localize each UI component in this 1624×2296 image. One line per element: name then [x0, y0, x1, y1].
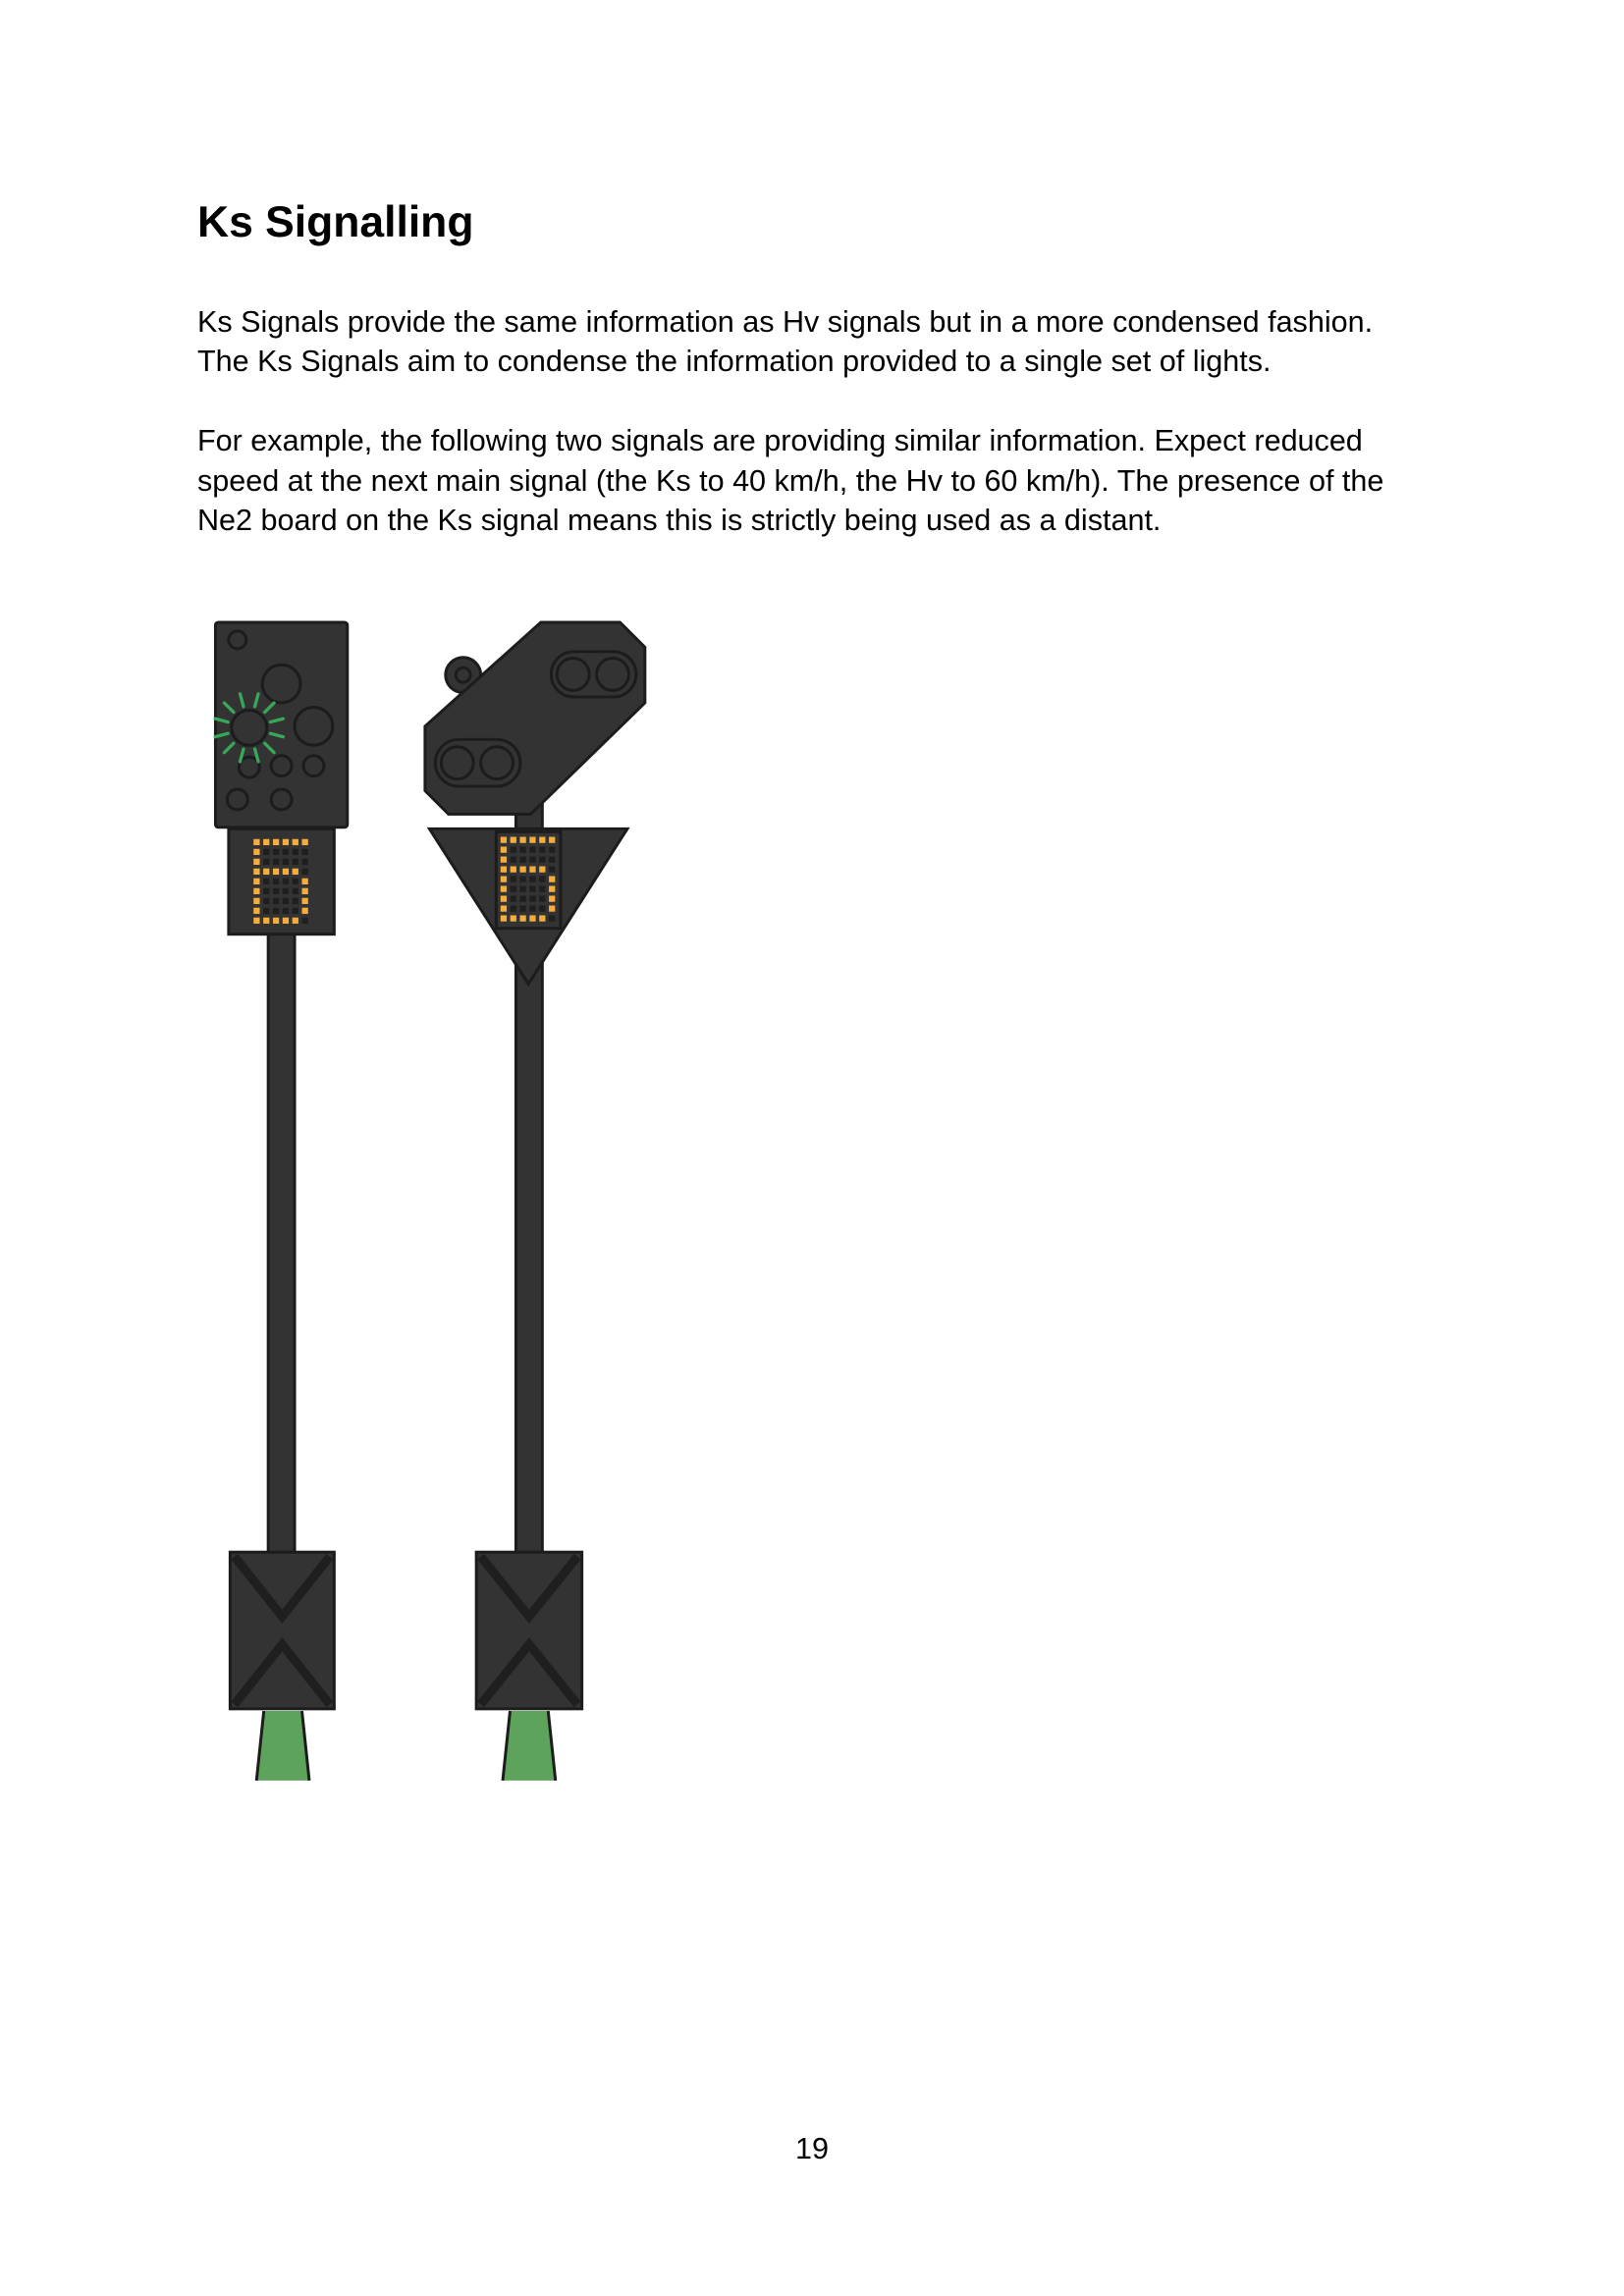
light-ray: [224, 703, 234, 712]
matrix-dot-unlit: [529, 895, 535, 901]
page-number: 19: [795, 2132, 829, 2165]
matrix-dot-unlit: [529, 847, 535, 853]
matrix-dot-lit: [253, 839, 259, 845]
matrix-dot-unlit: [511, 876, 516, 881]
matrix-dot-lit: [253, 908, 259, 914]
mast-base-edge: [302, 1711, 309, 1781]
matrix-dot-lit: [501, 895, 507, 901]
ks-signal: [215, 622, 348, 1781]
matrix-dot-unlit: [549, 857, 555, 863]
matrix-dot-unlit: [511, 847, 516, 853]
matrix-dot-unlit: [263, 859, 269, 865]
mast-base-edge: [256, 1711, 263, 1781]
light-ray: [265, 743, 275, 752]
matrix-dot-unlit: [263, 879, 269, 884]
matrix-dot-unlit: [529, 905, 535, 911]
matrix-dot-lit: [501, 857, 507, 863]
matrix-dot-lit: [253, 879, 259, 884]
matrix-dot-unlit: [273, 888, 279, 894]
matrix-dot-lit: [539, 837, 545, 843]
paragraph-2-line-1: For example, the following two signals are providing similar information. Expect reduced: [197, 424, 1363, 458]
matrix-dot-unlit: [511, 905, 516, 911]
matrix-dot-unlit: [293, 849, 298, 855]
matrix-dot-lit: [519, 837, 525, 843]
matrix-dot-unlit: [539, 876, 545, 881]
matrix-dot-lit: [501, 915, 507, 921]
mast-base-fill: [503, 1711, 556, 1781]
mast-base-edge: [503, 1711, 510, 1781]
hv-mounting-hook-hole: [456, 667, 470, 682]
ks-lamp-unlit: [262, 665, 300, 703]
paragraph-2-line-3: Ne2 board on the Ks signal means this is strictly being used as a distant.: [197, 504, 1162, 537]
ks-ne2-board: [230, 1552, 334, 1709]
light-ray: [240, 694, 243, 707]
light-ray: [240, 749, 243, 762]
matrix-dot-unlit: [302, 849, 308, 855]
matrix-dot-lit: [263, 869, 269, 875]
matrix-dot-lit: [501, 866, 507, 872]
matrix-dot-lit: [529, 866, 535, 872]
light-ray: [255, 694, 258, 707]
ks-mast-base: [256, 1711, 309, 1781]
matrix-dot-unlit: [273, 849, 279, 855]
ks-small-lamp: [271, 789, 292, 810]
matrix-dot-lit: [273, 918, 279, 924]
matrix-dot-unlit: [539, 905, 545, 911]
matrix-dot-unlit: [539, 857, 545, 863]
hv-lower-lamp-housing: [435, 739, 520, 786]
light-ray: [265, 703, 275, 712]
hv-zs3v-dot-matrix: [501, 837, 556, 922]
hv-zs3v-triangle: [429, 828, 627, 984]
matrix-dot-lit: [302, 908, 308, 914]
matrix-dot-lit: [273, 839, 279, 845]
ne2-board-plate: [230, 1552, 334, 1709]
paragraph-1-line-2: The Ks Signals aim to condense the information provided to a single set of lights.: [197, 345, 1272, 379]
matrix-dot-lit: [293, 839, 298, 845]
hv-lamp-green-lit: [597, 659, 629, 691]
ks-zs3v-indicator: [229, 828, 334, 934]
matrix-dot-lit: [293, 869, 298, 875]
matrix-dot-lit: [302, 839, 308, 845]
ks-signal-head: [215, 622, 347, 828]
matrix-dot-unlit: [302, 859, 308, 865]
matrix-dot-unlit: [529, 876, 535, 881]
matrix-dot-lit: [501, 876, 507, 881]
matrix-dot-lit: [549, 895, 555, 901]
matrix-dot-unlit: [549, 866, 555, 872]
matrix-dot-unlit: [293, 888, 298, 894]
matrix-dot-unlit: [283, 888, 289, 894]
matrix-dot-lit: [302, 888, 308, 894]
hv-mounting-hook: [446, 658, 481, 693]
ks-marker-lamp: [229, 631, 246, 649]
ks-zs3v-dot-matrix: [253, 839, 308, 924]
matrix-dot-unlit: [549, 915, 555, 921]
matrix-dot-unlit: [293, 898, 298, 904]
light-ray: [255, 749, 258, 762]
matrix-dot-lit: [549, 837, 555, 843]
matrix-dot-unlit: [263, 908, 269, 914]
matrix-dot-unlit: [539, 895, 545, 901]
matrix-dot-unlit: [302, 918, 308, 924]
page-title: Ks Signalling: [197, 198, 474, 246]
matrix-dot-unlit: [539, 885, 545, 891]
matrix-dot-lit: [293, 918, 298, 924]
matrix-dot-lit: [519, 915, 525, 921]
hv-ne2-board: [476, 1552, 581, 1709]
matrix-dot-unlit: [529, 857, 535, 863]
hv-lamp-unlit: [481, 747, 514, 779]
ne2-upper-chevron: [235, 1557, 330, 1617]
matrix-dot-lit: [501, 905, 507, 911]
matrix-dot-lit: [549, 876, 555, 881]
mast-base-fill: [256, 1711, 309, 1781]
matrix-dot-lit: [283, 869, 289, 875]
matrix-dot-lit: [511, 915, 516, 921]
matrix-dot-lit: [273, 869, 279, 875]
matrix-dot-unlit: [511, 857, 516, 863]
light-ray: [215, 733, 228, 736]
light-ray: [270, 733, 283, 736]
mast-base-edge: [548, 1711, 555, 1781]
matrix-dot-unlit: [273, 898, 279, 904]
matrix-dot-lit: [253, 918, 259, 924]
ks-small-lamp: [303, 756, 324, 776]
matrix-dot-lit: [253, 888, 259, 894]
ks-lamp-green-lit: [232, 710, 267, 745]
hv-upper-lamp-housing: [551, 652, 636, 697]
matrix-dot-lit: [283, 839, 289, 845]
matrix-dot-unlit: [302, 869, 308, 875]
matrix-dot-unlit: [519, 895, 525, 901]
matrix-dot-unlit: [283, 849, 289, 855]
matrix-dot-lit: [519, 866, 525, 872]
matrix-dot-unlit: [511, 885, 516, 891]
matrix-dot-unlit: [529, 885, 535, 891]
hv-signal: [425, 622, 645, 1781]
matrix-dot-lit: [549, 885, 555, 891]
matrix-dot-lit: [501, 885, 507, 891]
matrix-dot-unlit: [263, 849, 269, 855]
hv-lamp-unlit: [557, 659, 589, 691]
matrix-dot-lit: [511, 866, 516, 872]
matrix-dot-unlit: [263, 898, 269, 904]
ks-lamp-glow-rays: [215, 694, 283, 762]
matrix-dot-lit: [529, 837, 535, 843]
ks-small-lamp: [271, 756, 292, 776]
matrix-dot-unlit: [519, 847, 525, 853]
matrix-dot-unlit: [519, 876, 525, 881]
matrix-dot-lit: [283, 918, 289, 924]
ks-lamp-unlit: [295, 707, 333, 745]
matrix-dot-unlit: [283, 898, 289, 904]
ks-small-lamp: [227, 789, 247, 810]
matrix-dot-lit: [539, 915, 545, 921]
matrix-dot-unlit: [283, 859, 289, 865]
matrix-dot-unlit: [519, 885, 525, 891]
matrix-dot-lit: [511, 837, 516, 843]
hv-zs3v-indicator: [496, 831, 561, 928]
hv-lamp-orange-lit: [441, 747, 473, 779]
matrix-dot-unlit: [293, 879, 298, 884]
paragraph-1-line-1: Ks Signals provide the same information as Hv signals but in a more condensed fashion.: [197, 305, 1374, 339]
matrix-dot-lit: [263, 839, 269, 845]
matrix-dot-unlit: [519, 905, 525, 911]
matrix-dot-unlit: [511, 895, 516, 901]
matrix-dot-lit: [302, 879, 308, 884]
matrix-dot-lit: [501, 837, 507, 843]
matrix-dot-unlit: [539, 847, 545, 853]
hv-main-signal-head: [425, 622, 645, 814]
matrix-dot-unlit: [283, 879, 289, 884]
matrix-dot-unlit: [293, 908, 298, 914]
hv-mast-base: [503, 1711, 556, 1781]
ne2-board-plate: [476, 1552, 581, 1709]
ks-mast: [268, 923, 295, 1555]
ks-small-lamp: [239, 757, 259, 777]
matrix-dot-unlit: [283, 908, 289, 914]
matrix-dot-lit: [529, 915, 535, 921]
matrix-dot-unlit: [273, 908, 279, 914]
matrix-dot-unlit: [293, 859, 298, 865]
ne2-lower-chevron: [235, 1644, 330, 1704]
matrix-dot-unlit: [549, 847, 555, 853]
matrix-dot-unlit: [273, 859, 279, 865]
matrix-dot-lit: [501, 847, 507, 853]
matrix-dot-lit: [253, 869, 259, 875]
light-ray: [224, 743, 234, 752]
matrix-dot-lit: [549, 905, 555, 911]
hv-mast: [515, 776, 542, 1556]
light-ray: [270, 719, 283, 721]
matrix-dot-unlit: [519, 857, 525, 863]
paragraph-2-line-2: speed at the next main signal (the Ks to 40 km/h, the Hv to 60 km/h). The presence of the: [197, 463, 1384, 498]
matrix-dot-unlit: [263, 888, 269, 894]
ne2-lower-chevron: [481, 1644, 578, 1704]
matrix-dot-lit: [253, 859, 259, 865]
matrix-dot-lit: [253, 849, 259, 855]
matrix-dot-unlit: [273, 879, 279, 884]
light-ray: [215, 719, 228, 721]
matrix-dot-lit: [263, 918, 269, 924]
matrix-dot-lit: [302, 898, 308, 904]
ne2-upper-chevron: [481, 1557, 578, 1617]
matrix-dot-lit: [253, 898, 259, 904]
matrix-dot-lit: [539, 866, 545, 872]
